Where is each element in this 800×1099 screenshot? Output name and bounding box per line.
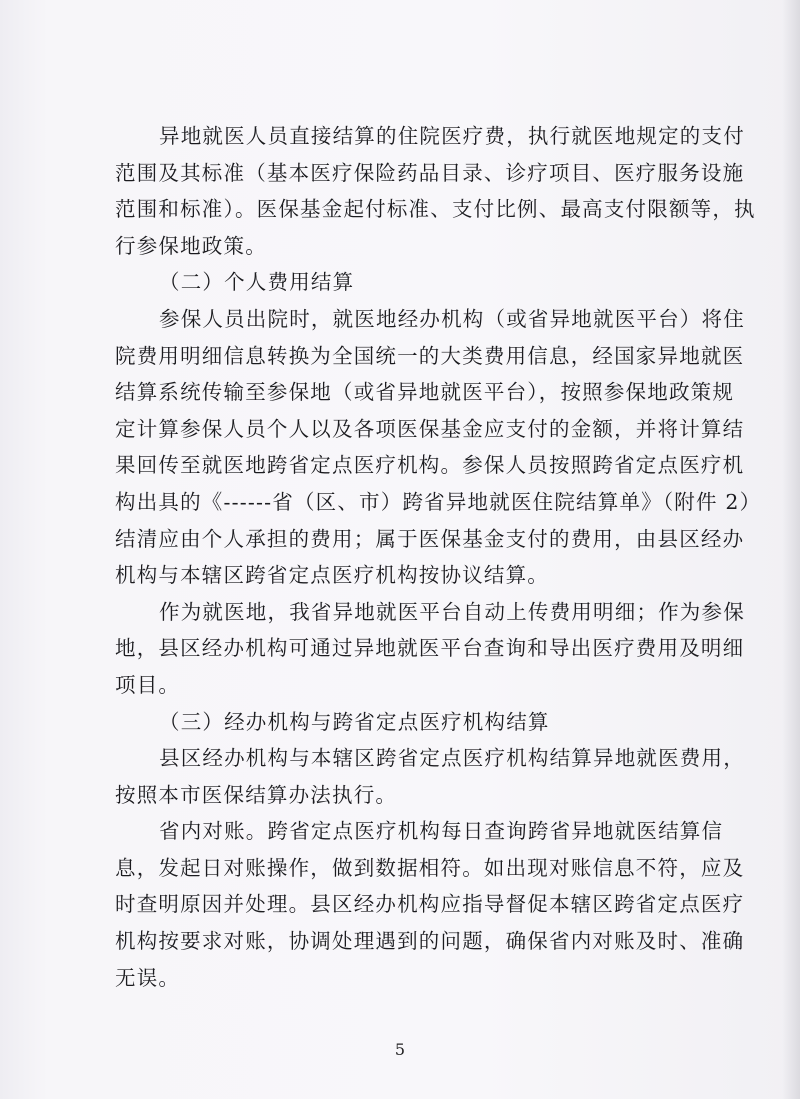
text-line: 省内对账。跨省定点医疗机构每日查询跨省异地就医结算信 xyxy=(159,819,724,844)
body-text xyxy=(115,118,762,996)
text-line: 参保人员出院时，就医地经办机构（或省异地就医平台）将住 xyxy=(159,306,745,331)
text-line: 地，县区经办机构可通过异地就医平台查询和导出医疗费用及明细 xyxy=(115,636,745,661)
text-line: 院费用明细信息转换为全国统一的大类费用信息，经国家异地就医 xyxy=(115,343,745,368)
text-line: 县区经办机构与本辖区跨省定点医疗机构结算异地就医费用， xyxy=(159,746,745,771)
text-line: 结清应由个人承担的费用；属于医保基金支付的费用，由县区经办 xyxy=(115,526,745,551)
text-line: 范围和标准）。医保基金起付标准、支付比例、最高支付限额等，执 xyxy=(115,197,756,222)
text-line: 项目。 xyxy=(115,672,181,697)
text-line: 异地就医人员直接结算的住院医疗费，执行就医地规定的支付 xyxy=(159,124,745,148)
section-heading: （二）个人费用结算 xyxy=(159,270,355,295)
text-line: 构出具的《------省（区、市）跨省异地就医住院结算单》（附件 2） xyxy=(115,489,762,514)
text-line: 无误。 xyxy=(115,965,181,990)
text-line: 果回传至就医地跨省定点医疗机构。参保人员按照跨省定点医疗机 xyxy=(115,453,745,478)
section-heading: （三）经办机构与跨省定点医疗机构结算 xyxy=(159,709,550,734)
text-line: 按照本市医保结算办法执行。 xyxy=(115,782,398,807)
text-line: 定计算参保人员个人以及各项医保基金应支付的金额，并将计算结 xyxy=(115,416,745,441)
text-line: 行参保地政策。 xyxy=(115,233,267,258)
text-line: 时查明原因并处理。县区经办机构应指导督促本辖区跨省定点医疗 xyxy=(115,892,745,917)
text-line: 结算系统传输至参保地（或省异地就医平台），按照参保地政策规 xyxy=(115,380,735,405)
page-number: 5 xyxy=(394,1040,406,1059)
text-line: 机构与本辖区跨省定点医疗机构按协议结算。 xyxy=(115,563,549,588)
text-line: 作为就医地，我省异地就医平台自动上传费用明细；作为参保 xyxy=(159,599,745,624)
text-line: 机构按要求对账，协调处理遇到的问题，确保省内对账及时、准确 xyxy=(115,929,745,954)
text-line: 范围及其标准（基本医疗保险药品目录、诊疗项目、医疗服务设施 xyxy=(115,160,745,185)
text-line: 息，发起日对账操作，做到数据相符。如出现对账信息不符，应及 xyxy=(115,855,745,880)
